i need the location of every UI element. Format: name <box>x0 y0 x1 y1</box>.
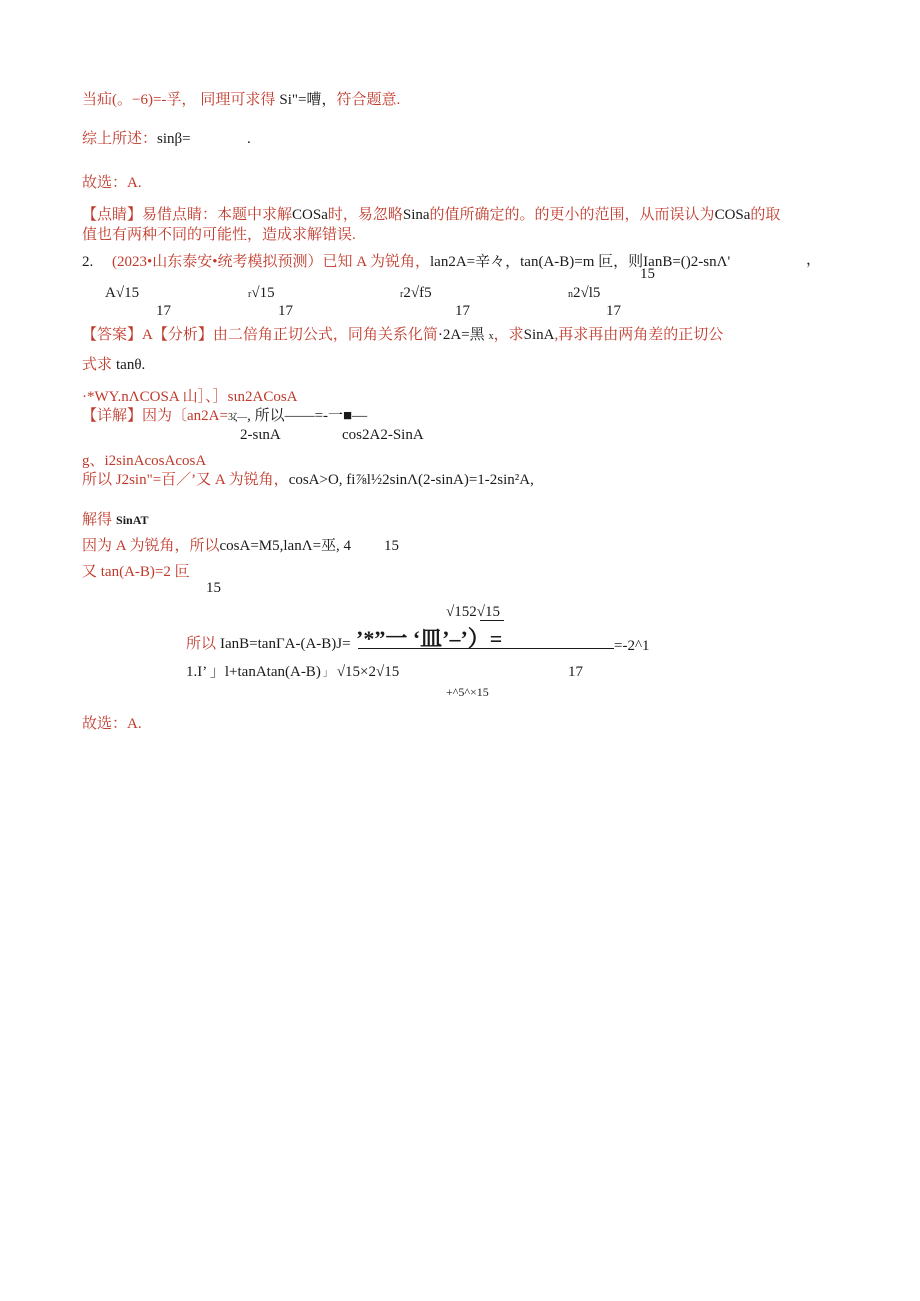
text-fragment: Si"=嘈， <box>279 92 337 108</box>
text-fragment: . <box>247 131 251 147</box>
text-fragment: tanθ. <box>116 357 146 373</box>
option-denominator: 17 <box>278 303 293 319</box>
option-denominator: 17 <box>156 303 171 319</box>
text-fragment: 15 <box>384 538 399 554</box>
text-fragment: , 所以——=-一■— <box>247 408 368 424</box>
tan-line: 又 tan(A-B)=2 叵 <box>82 564 190 580</box>
overline <box>480 620 504 621</box>
question-number: 2. <box>82 254 94 270</box>
answer-line <box>82 327 723 344</box>
text-fragment: √152√15 <box>446 604 500 620</box>
text-fragment: cosA>O, fi⅞l½2sinΛ(2-sinA)=1-2sin²A, <box>288 472 534 488</box>
text-fragment: =-2^1 <box>614 638 650 654</box>
text-fragment: SinAT <box>116 513 149 527</box>
text-fragment: x <box>488 331 494 342</box>
text-line <box>82 175 142 192</box>
text-fragment: 因为 A 为锐角，所以 <box>82 538 220 554</box>
text-fragment: COSa <box>714 207 751 223</box>
garbled-fraction: ’*”一 ‘皿’–’）= <box>356 626 503 651</box>
detail-line-3: g、i2sinAcosAcosA <box>82 453 207 469</box>
text-fragment: 」 <box>322 668 333 679</box>
detail-denominator: 2-sιnA <box>240 427 281 443</box>
text-fragment: cosA=M5,lanΛ=巫, 4 <box>219 538 352 554</box>
text-fragment: 值也有两种不同的可能性，造成求解错误. <box>82 227 356 243</box>
text-fragment: √15×2√15 <box>336 664 400 680</box>
option-denominator: 17 <box>606 303 621 319</box>
text-fragment: 2√l5 <box>573 285 601 301</box>
text-fragment: n <box>568 289 573 300</box>
text-fragment: 所以 J2sin"=百／’又 A 为锐角， <box>82 472 289 488</box>
text-line <box>82 92 400 109</box>
text-fragment: 17 <box>568 664 583 680</box>
text-fragment: ,再求再由两角差的正切公 <box>554 327 724 343</box>
text-fragment: (2023•山东泰安•统考模拟预测）已知 A 为锐角， <box>112 254 431 270</box>
text-fragment: 当疝(。−6)=-孚， <box>82 92 197 108</box>
text-fragment: 1.I’ 」l+tanAtan(A-B) <box>186 664 321 680</box>
text-fragment: 所以 <box>186 636 217 652</box>
solve-line <box>82 512 148 529</box>
text-fragment: 【详解】因为〔an2A= <box>82 408 228 424</box>
text-fragment: ·2A=黑 <box>437 327 485 343</box>
detail-line-0: ·*WY.nΛCOSA 山］、］sιn2ACosA <box>82 389 298 405</box>
text-fragment: 【点睛】易借点睛：本题中求解 <box>82 207 293 223</box>
text-fragment: r <box>400 289 404 300</box>
text-fragment: 3ζ— <box>227 412 248 423</box>
text-fragment: 2√f5 <box>403 285 432 301</box>
option-a <box>105 285 139 302</box>
acute-line <box>82 538 351 555</box>
text-fragment: sinβ= <box>157 131 191 147</box>
text-line <box>82 207 780 224</box>
closing-line: 故选：A. <box>82 716 142 732</box>
text-fragment: 的取 <box>750 207 781 223</box>
text-fragment: tan(A-B)=m 叵，则 <box>520 254 644 270</box>
text-fragment: 同理可求得 <box>200 92 276 108</box>
text-line <box>82 227 356 244</box>
text-fragment: 综上所述： <box>82 131 158 147</box>
fraction-denominator <box>186 664 399 681</box>
text-fragment: IanB=()2-snΛ' <box>643 254 731 270</box>
text-fragment: 的值所确定的。的更小的范围，从而误认为 <box>429 207 715 223</box>
text-fragment: 解得 <box>82 512 113 528</box>
option-c <box>400 285 432 302</box>
text-line <box>82 131 191 148</box>
option-d <box>568 285 600 302</box>
text-fragment: ， <box>806 252 822 268</box>
fraction-bar <box>358 648 614 649</box>
text-fragment: ，求 <box>493 327 524 343</box>
final-line <box>186 636 351 653</box>
detail-line-4 <box>82 472 534 489</box>
text-fragment: 故选：A. <box>82 175 142 191</box>
fraction-numerator <box>446 604 500 621</box>
text-fragment: 时，易忽略 <box>327 207 403 223</box>
text-fragment: IanB=tanΓA-(A-B)J= <box>220 636 351 652</box>
text-fragment: SinA <box>523 327 555 343</box>
detail-line-1 <box>82 408 367 425</box>
text-fragment: 15 <box>206 580 221 596</box>
text-fragment: 式求 <box>82 357 113 373</box>
option-denominator: 17 <box>455 303 470 319</box>
text-fragment: 【答案】A【分析】由二倍角正切公式，同角关系化简 <box>82 327 438 343</box>
text-fragment: COSa <box>292 207 328 223</box>
text-fragment: √15 <box>251 285 275 301</box>
detail-denominator: cos2A2-SinA <box>342 427 424 443</box>
text-fragment: 符合题意. <box>336 92 401 108</box>
text-fragment: Sina <box>402 207 430 223</box>
answer-line-2 <box>82 357 145 374</box>
question-text <box>112 254 730 271</box>
text-fragment: +^5^×15 <box>446 685 489 699</box>
text-fragment: lan2A=辛々， <box>430 254 521 270</box>
text-fragment: r <box>248 289 252 300</box>
text-fragment: A√15 <box>105 285 140 301</box>
text-fragment: 15 <box>640 266 655 282</box>
option-b <box>248 285 275 302</box>
